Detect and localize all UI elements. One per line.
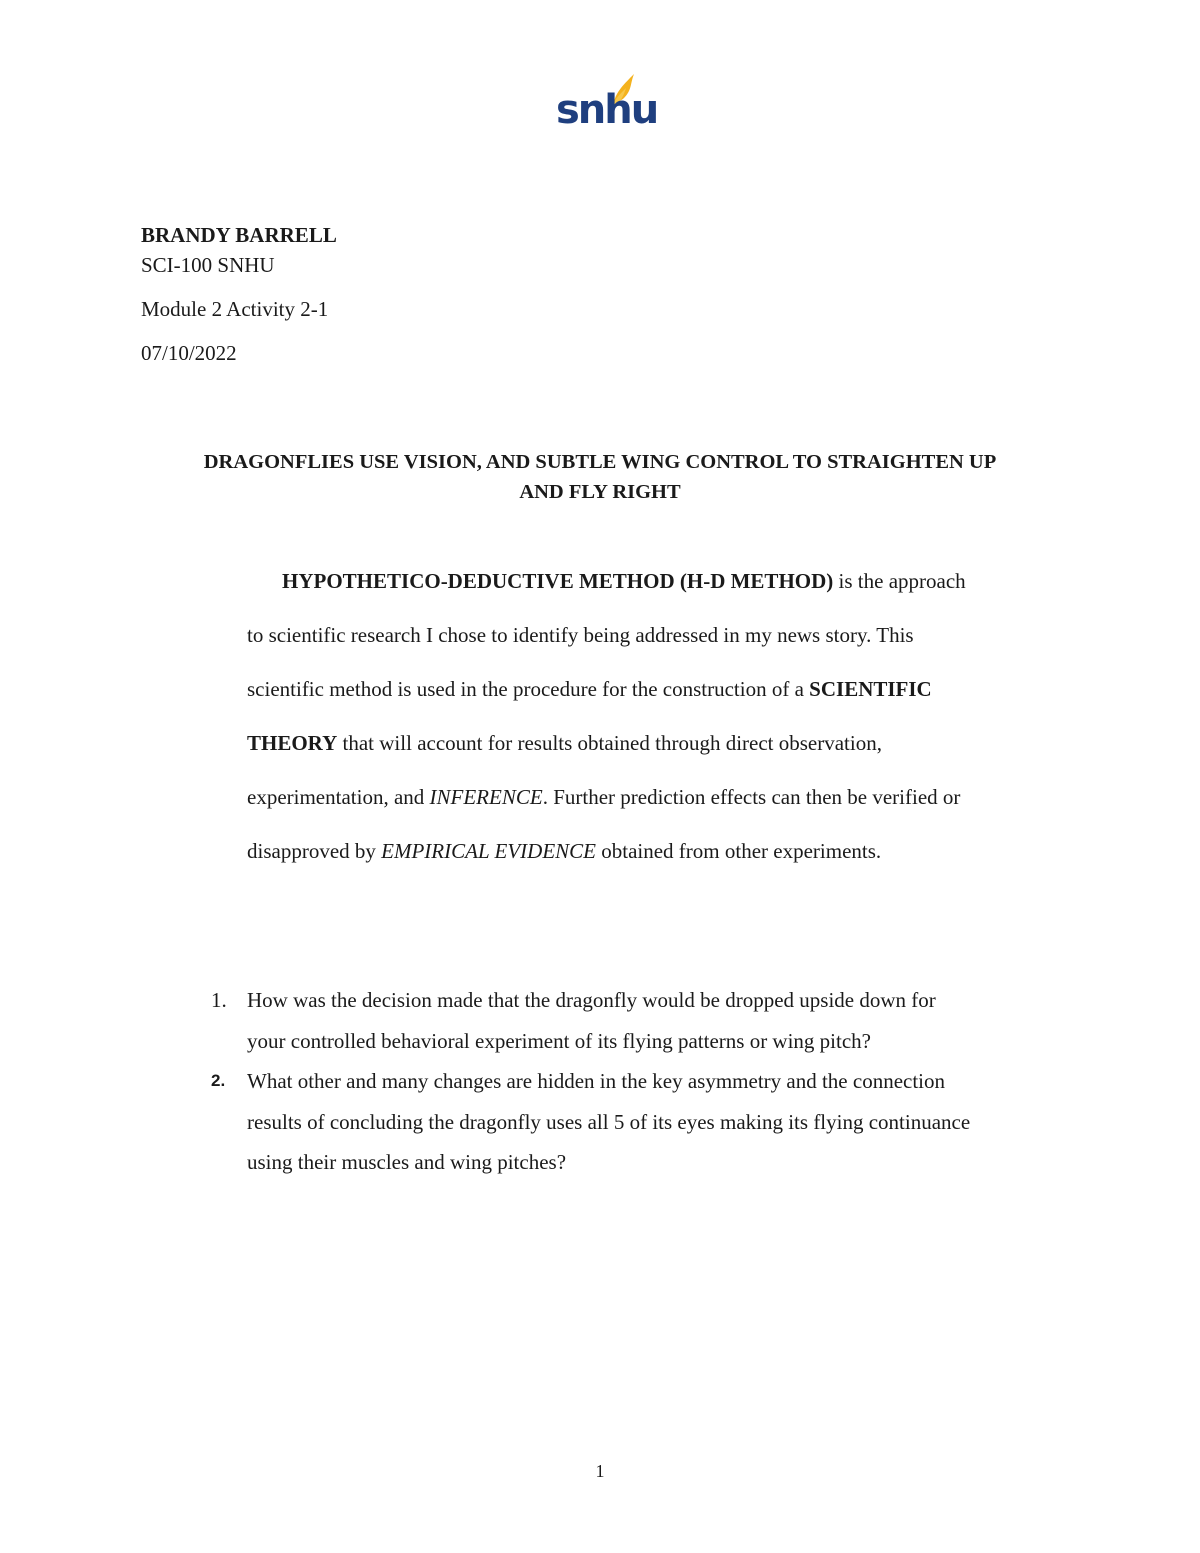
paragraph-text: scientific method is used in the procedure for the construction of a xyxy=(247,677,810,701)
question-line: What other and many changes are hidden in the key asymmetry and the connection xyxy=(247,1069,946,1093)
question-line: your controlled behavioral experiment of its flying patterns or wing pitch? xyxy=(247,1028,871,1053)
paragraph-text: experimentation, and xyxy=(247,785,430,809)
title-line-1: DRAGONFLIES USE VISION, AND SUBTLE WING CONTROL TO STRAIGHTEN UP xyxy=(203,451,997,473)
list-number: 2. xyxy=(211,1071,226,1090)
paragraph-text: disapproved by xyxy=(247,839,382,863)
scientific-term: SCIENTIFIC xyxy=(809,677,932,701)
paragraph-line-2: to scientific research I chose to identify being addressed in my news story. This xyxy=(247,623,914,647)
paragraph-text: obtained from other experiments. xyxy=(596,839,882,863)
paragraph-line-5 xyxy=(247,770,1077,824)
question-line: using their muscles and wing pitches? xyxy=(247,1150,567,1174)
question-list xyxy=(211,980,1087,1183)
list-item xyxy=(211,1061,1087,1183)
document-title xyxy=(130,447,1070,507)
hd-method-term: HYPOTHETICO-DEDUCTIVE METHOD (H-D METHOD) xyxy=(282,569,834,593)
paragraph-text: is the approach xyxy=(833,569,966,593)
paragraph-line-4 xyxy=(247,716,1077,770)
paragraph-line-3 xyxy=(247,662,1077,716)
empirical-evidence-term: EMPIRICAL EVIDENCE xyxy=(381,839,596,863)
paragraph-line-6 xyxy=(247,824,1077,878)
paragraph-text: . Further prediction effects can then be verified or xyxy=(542,785,961,809)
snhu-logo xyxy=(556,72,658,134)
module-label: Module 2 Activity 2-1 xyxy=(141,297,329,321)
question-line: results of concluding the dragonfly uses all 5 of its eyes making its flying continuance xyxy=(247,1109,971,1134)
course-code: SCI-100 SNHU xyxy=(141,253,275,277)
author-name: BRANDY BARRELL xyxy=(141,223,337,247)
paragraph-text: that will account for results obtained through direct observation, xyxy=(337,731,882,755)
body-paragraph xyxy=(247,554,1077,878)
title-line-2: AND FLY RIGHT xyxy=(519,481,681,503)
document-date: 07/10/2022 xyxy=(141,341,237,365)
page-number: 1 xyxy=(595,1461,605,1481)
paragraph-line-1 xyxy=(247,554,1077,608)
inference-term: INFERENCE xyxy=(429,785,543,809)
list-item xyxy=(211,980,1087,1061)
theory-term: THEORY xyxy=(247,731,338,755)
logo-wordmark: snhu xyxy=(556,87,658,133)
list-number: 1. xyxy=(211,988,227,1012)
question-line: How was the decision made that the dragonfly would be dropped upside down for xyxy=(247,988,936,1012)
